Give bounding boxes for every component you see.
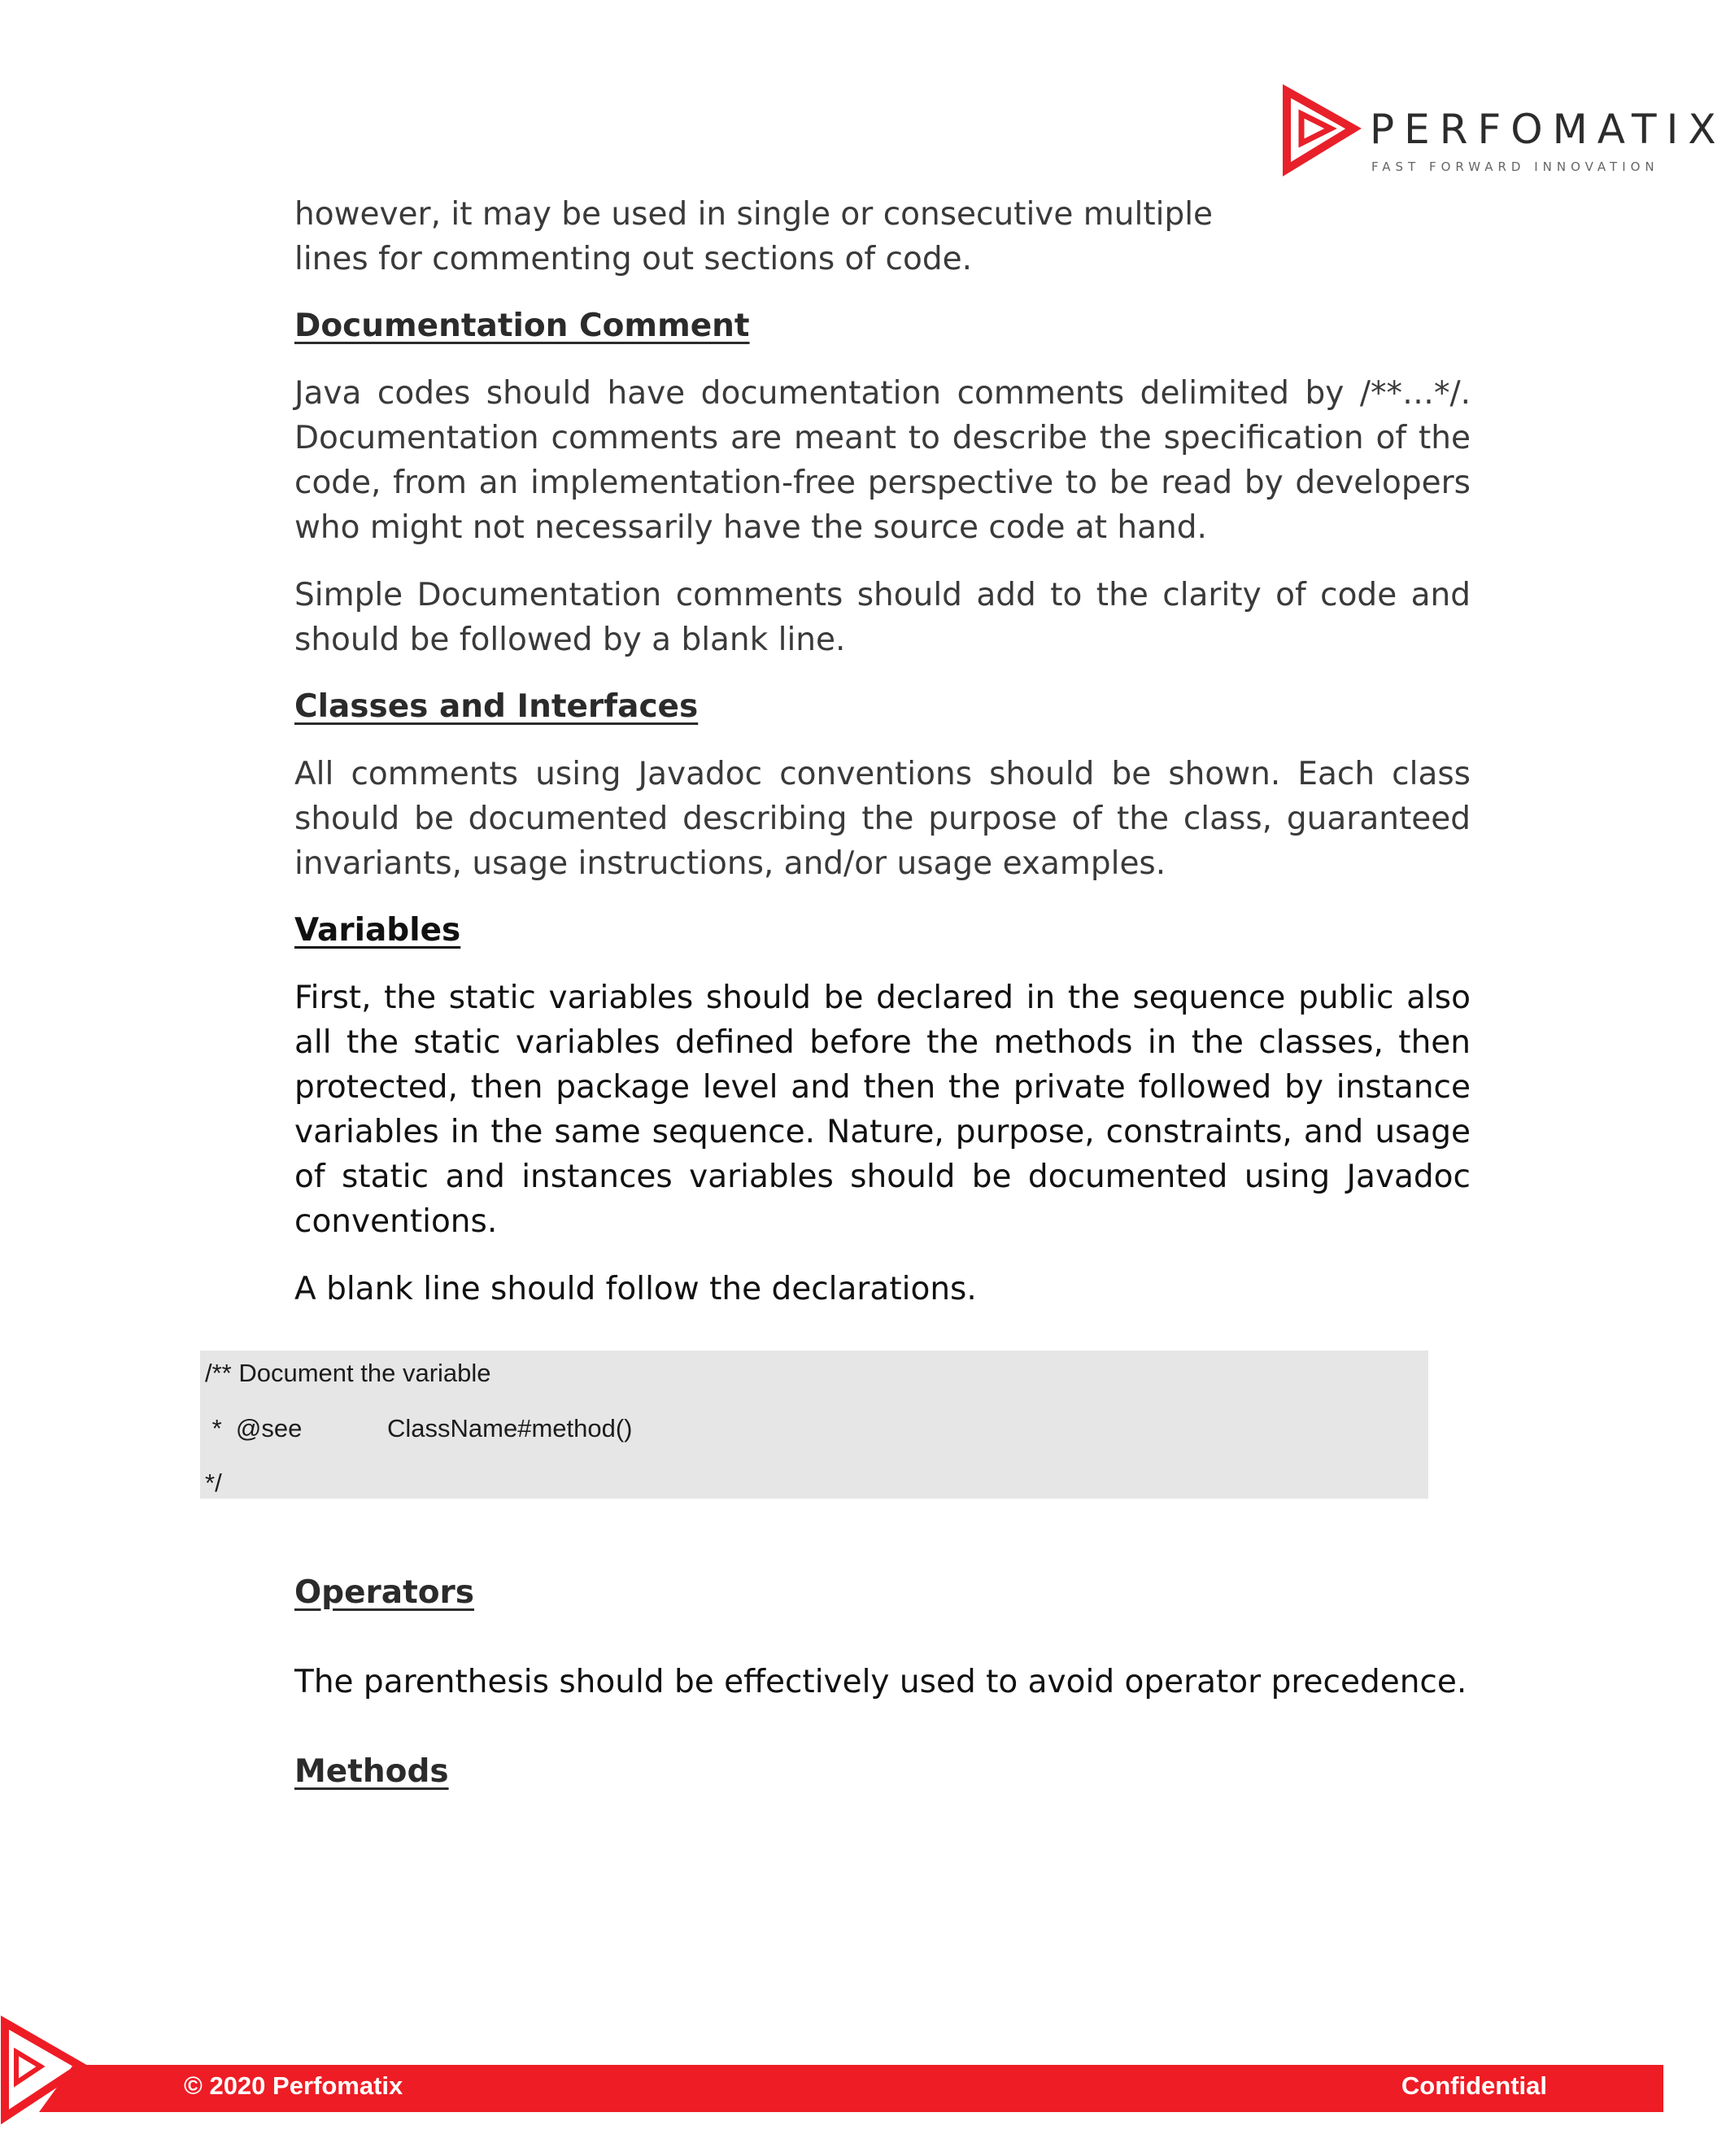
doc-comment-paragraph-2: Simple Documentation comments should add to the clarity of code and should be followed by a blank line. xyxy=(294,577,1471,658)
document-body xyxy=(294,192,1471,1311)
variables-paragraph-1: First, the static variables should be declared in the sequence public also all the static variables defined before the methods in the classes, then protected, then package level and then the private followed by instance variables in the same sequence. Nature, purpose, constraints, and usage of static and instances variables should be documented using Javadoc conventions. xyxy=(294,980,1471,1240)
code-block xyxy=(200,1351,1428,1499)
variables-paragraph-2: A blank line should follow the declarations. xyxy=(294,1271,977,1307)
heading-documentation-comment: Documentation Comment xyxy=(294,308,750,344)
footer-confidential: Confidential xyxy=(1401,2071,1547,2100)
brand-tagline: FAST FORWARD INNOVATION xyxy=(1371,159,1659,174)
perfomatix-logo-icon xyxy=(1284,88,1357,172)
brand-name: PERFOMATIX xyxy=(1370,106,1726,153)
code-line-1: /** Document the variable xyxy=(205,1359,491,1387)
company-logo xyxy=(1284,88,1726,177)
classes-paragraph: All comments using Javadoc conventions should be shown. Each class should be documented describing the purpose of the class, guaranteed invariants, usage instructions, and/or usage examples. xyxy=(294,756,1471,882)
heading-operators: Operators xyxy=(294,1574,474,1611)
intro-paragraph: however, it may be used in single or consecutive multiple lines for commenting out sections of code. xyxy=(294,196,1214,277)
footer-copyright: © 2020 Perfomatix xyxy=(184,2071,403,2100)
heading-variables: Variables xyxy=(294,912,461,949)
heading-classes-and-interfaces: Classes and Interfaces xyxy=(294,688,699,725)
document-body-lower xyxy=(294,1570,1471,1794)
operators-paragraph: The parenthesis should be effectively used to avoid operator precedence. xyxy=(294,1664,1467,1700)
heading-methods: Methods xyxy=(294,1753,449,1790)
footer-banner xyxy=(0,2018,1666,2123)
code-line-2-reference: ClassName#method() xyxy=(387,1414,633,1442)
doc-comment-paragraph-1: Java codes should have documentation comments delimited by /**…*/. Documentation comments are meant to describe the specification of the code, from an implementation-free perspective to be read by developers who might not necessarily have the source code at hand. xyxy=(294,375,1471,546)
code-line-3: */ xyxy=(205,1469,222,1497)
code-line-2: * @see xyxy=(205,1414,303,1442)
page-footer xyxy=(0,2018,1666,2123)
